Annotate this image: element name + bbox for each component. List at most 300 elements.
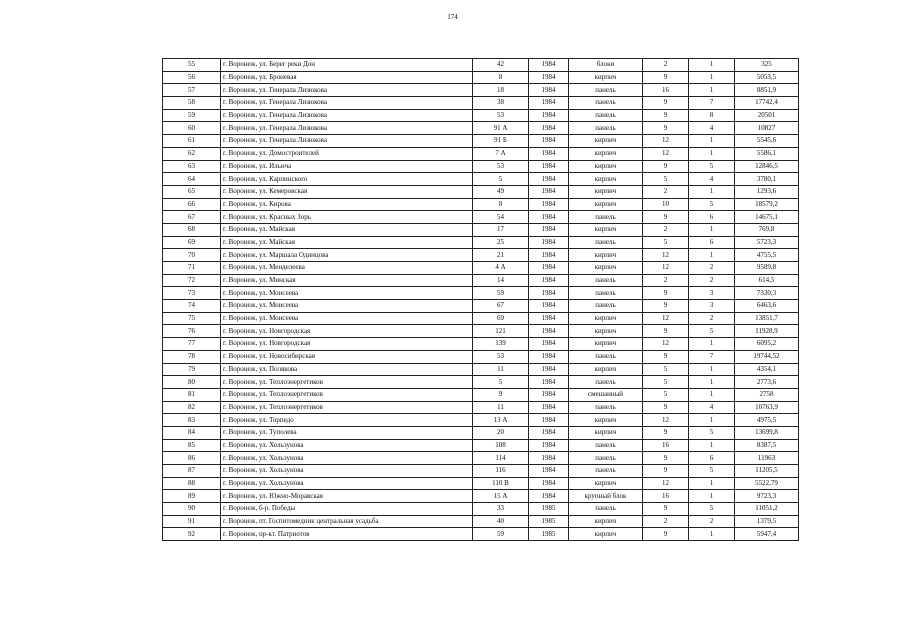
table-row (163, 198, 799, 211)
cell-wall-material: кирпич (569, 135, 643, 148)
cell-entrances: 1 (689, 338, 735, 351)
table-row (163, 236, 799, 249)
cell-floors: 12 (643, 135, 689, 148)
cell-year-built: 1984 (529, 439, 569, 452)
cell-area: 19744,52 (735, 350, 799, 363)
cell-floors: 12 (643, 312, 689, 325)
cell-address: г. Воронеж, ул. Генерала Лизюкова (221, 97, 473, 110)
cell-floors: 12 (643, 262, 689, 275)
cell-address: г. Воронеж, ул. Красных Зорь (221, 211, 473, 224)
cell-entrances: 6 (689, 452, 735, 465)
cell-address: г. Воронеж, ул. Моисеева (221, 312, 473, 325)
cell-floors: 16 (643, 490, 689, 503)
cell-entrances: 3 (689, 287, 735, 300)
table-row (163, 477, 799, 490)
cell-area: 18579,2 (735, 198, 799, 211)
cell-area: 20501 (735, 109, 799, 122)
cell-house-number: 5 (473, 376, 529, 389)
table-row (163, 59, 799, 72)
table-row (163, 515, 799, 528)
cell-floors: 9 (643, 97, 689, 110)
cell-entrances: 1 (689, 490, 735, 503)
cell-wall-material: панель (569, 376, 643, 389)
cell-floors: 9 (643, 350, 689, 363)
cell-floors: 16 (643, 439, 689, 452)
cell-year-built: 1984 (529, 401, 569, 414)
cell-year-built: 1984 (529, 414, 569, 427)
cell-house-number: 25 (473, 236, 529, 249)
table-row (163, 325, 799, 338)
page-number: 174 (447, 13, 458, 21)
cell-address: г. Воронеж, ул. Новгородская (221, 338, 473, 351)
cell-area: 11051,2 (735, 503, 799, 516)
table-row (163, 173, 799, 186)
cell-address: г. Воронеж, ул. Хользунова (221, 439, 473, 452)
cell-year-built: 1984 (529, 262, 569, 275)
cell-row-number: 84 (163, 426, 221, 439)
cell-wall-material: кирпич (569, 312, 643, 325)
cell-year-built: 1984 (529, 211, 569, 224)
cell-entrances: 1 (689, 477, 735, 490)
cell-area: 14675,1 (735, 211, 799, 224)
table-row (163, 388, 799, 401)
cell-wall-material: панель (569, 122, 643, 135)
cell-wall-material: панель (569, 452, 643, 465)
cell-floors: 9 (643, 109, 689, 122)
cell-floors: 5 (643, 388, 689, 401)
table-row (163, 147, 799, 160)
cell-year-built: 1984 (529, 173, 569, 186)
cell-entrances: 4 (689, 122, 735, 135)
cell-area: 7330,3 (735, 287, 799, 300)
cell-floors: 9 (643, 401, 689, 414)
cell-entrances: 3 (689, 300, 735, 313)
cell-row-number: 67 (163, 211, 221, 224)
cell-house-number: 5 (473, 173, 529, 186)
cell-house-number: 33 (473, 503, 529, 516)
cell-floors: 5 (643, 376, 689, 389)
cell-house-number: 53 (473, 109, 529, 122)
cell-row-number: 61 (163, 135, 221, 148)
cell-house-number: 53 (473, 160, 529, 173)
cell-row-number: 79 (163, 363, 221, 376)
cell-address: г. Воронеж, ул. Генерала Лизюкова (221, 84, 473, 97)
cell-area: 325 (735, 59, 799, 72)
cell-entrances: 5 (689, 465, 735, 478)
cell-floors: 9 (643, 300, 689, 313)
cell-area: 12846,5 (735, 160, 799, 173)
cell-house-number: 54 (473, 211, 529, 224)
table-row (163, 160, 799, 173)
cell-address: г. Воронеж, ул. Кемеровская (221, 185, 473, 198)
cell-house-number: 67 (473, 300, 529, 313)
cell-address: г. Воронеж, ул. Туполева (221, 426, 473, 439)
cell-address: г. Воронеж, ул. Карпинского (221, 173, 473, 186)
table-row (163, 135, 799, 148)
cell-year-built: 1984 (529, 122, 569, 135)
cell-year-built: 1984 (529, 376, 569, 389)
cell-wall-material: кирпич (569, 338, 643, 351)
cell-entrances: 2 (689, 312, 735, 325)
cell-wall-material: панель (569, 236, 643, 249)
cell-address: г. Воронеж, ул. Берег реки Дон (221, 59, 473, 72)
cell-entrances: 1 (689, 84, 735, 97)
cell-area: 10827 (735, 122, 799, 135)
cell-floors: 9 (643, 211, 689, 224)
cell-house-number: 21 (473, 249, 529, 262)
cell-address: г. Воронеж, ул. Генерала Лизюкова (221, 109, 473, 122)
cell-year-built: 1984 (529, 97, 569, 110)
cell-area: 4975,5 (735, 414, 799, 427)
table-row (163, 426, 799, 439)
cell-house-number: 116 (473, 465, 529, 478)
cell-entrances: 1 (689, 376, 735, 389)
cell-area: 5053,5 (735, 71, 799, 84)
cell-entrances: 1 (689, 414, 735, 427)
cell-year-built: 1984 (529, 274, 569, 287)
cell-floors: 9 (643, 528, 689, 541)
cell-row-number: 68 (163, 223, 221, 236)
cell-address: г. Воронеж, ул. Теплоэнергетиков (221, 401, 473, 414)
table-row (163, 376, 799, 389)
cell-year-built: 1984 (529, 71, 569, 84)
cell-wall-material: панель (569, 211, 643, 224)
cell-area: 769,8 (735, 223, 799, 236)
cell-entrances: 1 (689, 147, 735, 160)
table-row (163, 490, 799, 503)
cell-address: г. Воронеж, ул. Ильича (221, 160, 473, 173)
cell-house-number: 110 В (473, 477, 529, 490)
cell-area: 10763,9 (735, 401, 799, 414)
table-row (163, 338, 799, 351)
cell-year-built: 1984 (529, 363, 569, 376)
cell-area: 1293,6 (735, 185, 799, 198)
cell-entrances: 1 (689, 363, 735, 376)
cell-address: г. Воронеж, ул. Майская (221, 223, 473, 236)
cell-wall-material: панель (569, 401, 643, 414)
cell-house-number: 40 (473, 515, 529, 528)
cell-area: 11963 (735, 452, 799, 465)
cell-row-number: 90 (163, 503, 221, 516)
cell-house-number: 114 (473, 452, 529, 465)
cell-wall-material: кирпич (569, 414, 643, 427)
cell-entrances: 8 (689, 109, 735, 122)
cell-wall-material: кирпич (569, 477, 643, 490)
cell-floors: 10 (643, 198, 689, 211)
cell-house-number: 49 (473, 185, 529, 198)
cell-address: г. Воронеж, ул. Теплоэнергетиков (221, 388, 473, 401)
table-row (163, 84, 799, 97)
cell-wall-material: крупный блок (569, 490, 643, 503)
cell-house-number: 9 (473, 388, 529, 401)
cell-wall-material: кирпич (569, 426, 643, 439)
cell-year-built: 1985 (529, 503, 569, 516)
table-row (163, 465, 799, 478)
cell-row-number: 74 (163, 300, 221, 313)
cell-year-built: 1984 (529, 109, 569, 122)
cell-address: г. Воронеж, ул. Маршала Одинцова (221, 249, 473, 262)
cell-wall-material: панель (569, 350, 643, 363)
table-row (163, 249, 799, 262)
cell-floors: 12 (643, 249, 689, 262)
cell-row-number: 76 (163, 325, 221, 338)
cell-floors: 9 (643, 426, 689, 439)
cell-area: 9589,8 (735, 262, 799, 275)
cell-floors: 2 (643, 274, 689, 287)
cell-year-built: 1984 (529, 160, 569, 173)
cell-row-number: 92 (163, 528, 221, 541)
cell-floors: 9 (643, 465, 689, 478)
cell-row-number: 55 (163, 59, 221, 72)
cell-row-number: 89 (163, 490, 221, 503)
cell-wall-material: кирпич (569, 325, 643, 338)
buildings-table (162, 58, 799, 541)
cell-row-number: 77 (163, 338, 221, 351)
cell-row-number: 87 (163, 465, 221, 478)
cell-area: 5586,1 (735, 147, 799, 160)
cell-address: г. Воронеж, ул. Минская (221, 274, 473, 287)
cell-entrances: 5 (689, 503, 735, 516)
cell-year-built: 1984 (529, 223, 569, 236)
cell-row-number: 57 (163, 84, 221, 97)
cell-year-built: 1984 (529, 300, 569, 313)
cell-wall-material: кирпич (569, 173, 643, 186)
table-body (163, 59, 799, 541)
table-row (163, 439, 799, 452)
table-row (163, 350, 799, 363)
cell-area: 6095,2 (735, 338, 799, 351)
cell-address: г. Воронеж, ул. Менделеева (221, 262, 473, 275)
cell-floors: 12 (643, 338, 689, 351)
cell-entrances: 2 (689, 274, 735, 287)
cell-address: г. Воронеж, ул. Генерала Лизюкова (221, 135, 473, 148)
cell-floors: 5 (643, 363, 689, 376)
cell-entrances: 1 (689, 223, 735, 236)
cell-area: 9723,3 (735, 490, 799, 503)
cell-address: г. Воронеж, ул. Домостроителей (221, 147, 473, 160)
cell-row-number: 71 (163, 262, 221, 275)
cell-row-number: 80 (163, 376, 221, 389)
table-row (163, 452, 799, 465)
table-row (163, 71, 799, 84)
table-row (163, 300, 799, 313)
cell-row-number: 91 (163, 515, 221, 528)
cell-year-built: 1984 (529, 350, 569, 363)
cell-entrances: 1 (689, 249, 735, 262)
table-row (163, 97, 799, 110)
table-row (163, 185, 799, 198)
cell-year-built: 1984 (529, 490, 569, 503)
cell-wall-material: панель (569, 84, 643, 97)
cell-row-number: 83 (163, 414, 221, 427)
cell-entrances: 1 (689, 59, 735, 72)
cell-entrances: 5 (689, 198, 735, 211)
cell-entrances: 6 (689, 236, 735, 249)
cell-row-number: 69 (163, 236, 221, 249)
cell-area: 4755,5 (735, 249, 799, 262)
cell-entrances: 4 (689, 401, 735, 414)
cell-wall-material: кирпич (569, 185, 643, 198)
cell-address: г. Воронеж, ул. Новосибирская (221, 350, 473, 363)
cell-entrances: 1 (689, 388, 735, 401)
cell-entrances: 1 (689, 528, 735, 541)
table-row (163, 287, 799, 300)
cell-house-number: 20 (473, 426, 529, 439)
cell-area: 6463,6 (735, 300, 799, 313)
cell-house-number: 108 (473, 439, 529, 452)
cell-address: г. Воронеж, ул. Кирова (221, 198, 473, 211)
cell-address: г. Воронеж, пр-кт. Патриотов (221, 528, 473, 541)
cell-area: 11928,9 (735, 325, 799, 338)
cell-address: г. Воронеж, ул. Теплоэнергетиков (221, 376, 473, 389)
cell-row-number: 72 (163, 274, 221, 287)
cell-entrances: 2 (689, 515, 735, 528)
cell-floors: 12 (643, 414, 689, 427)
cell-year-built: 1984 (529, 59, 569, 72)
cell-address: г. Воронеж, ул. Генерала Лизюкова (221, 122, 473, 135)
cell-year-built: 1984 (529, 249, 569, 262)
cell-wall-material: панель (569, 274, 643, 287)
cell-area: 11205,5 (735, 465, 799, 478)
cell-wall-material: кирпич (569, 363, 643, 376)
cell-entrances: 1 (689, 71, 735, 84)
cell-wall-material: кирпич (569, 223, 643, 236)
cell-floors: 9 (643, 503, 689, 516)
cell-area: 2758 (735, 388, 799, 401)
cell-year-built: 1984 (529, 325, 569, 338)
cell-year-built: 1984 (529, 338, 569, 351)
cell-floors: 5 (643, 236, 689, 249)
table-row (163, 211, 799, 224)
cell-floors: 9 (643, 71, 689, 84)
table-row (163, 262, 799, 275)
cell-floors: 2 (643, 223, 689, 236)
table-row (163, 363, 799, 376)
cell-year-built: 1985 (529, 528, 569, 541)
cell-address: г. Воронеж, ул. Хользунова (221, 477, 473, 490)
table-row (163, 503, 799, 516)
table-row (163, 312, 799, 325)
cell-wall-material: кирпич (569, 515, 643, 528)
cell-address: г. Воронеж, б-р. Победы (221, 503, 473, 516)
cell-year-built: 1984 (529, 388, 569, 401)
cell-floors: 9 (643, 287, 689, 300)
cell-wall-material: кирпич (569, 160, 643, 173)
cell-row-number: 86 (163, 452, 221, 465)
cell-address: г. Воронеж, ул. Полякова (221, 363, 473, 376)
cell-floors: 2 (643, 515, 689, 528)
cell-floors: 9 (643, 325, 689, 338)
cell-house-number: 53 (473, 350, 529, 363)
cell-area: 2773,6 (735, 376, 799, 389)
cell-row-number: 59 (163, 109, 221, 122)
cell-house-number: 7 А (473, 147, 529, 160)
cell-house-number: 91 А (473, 122, 529, 135)
cell-area: 8387,5 (735, 439, 799, 452)
cell-wall-material: кирпич (569, 262, 643, 275)
cell-house-number: 91 Б (473, 135, 529, 148)
cell-wall-material: кирпич (569, 198, 643, 211)
table-row (163, 528, 799, 541)
cell-entrances: 7 (689, 97, 735, 110)
cell-entrances: 6 (689, 211, 735, 224)
cell-house-number: 139 (473, 338, 529, 351)
cell-year-built: 1984 (529, 147, 569, 160)
cell-row-number: 64 (163, 173, 221, 186)
cell-house-number: 38 (473, 97, 529, 110)
cell-year-built: 1984 (529, 236, 569, 249)
cell-floors: 5 (643, 173, 689, 186)
cell-house-number: 42 (473, 59, 529, 72)
cell-area: 4354,1 (735, 363, 799, 376)
cell-year-built: 1984 (529, 477, 569, 490)
cell-area: 1379,5 (735, 515, 799, 528)
cell-row-number: 75 (163, 312, 221, 325)
cell-row-number: 65 (163, 185, 221, 198)
cell-row-number: 56 (163, 71, 221, 84)
cell-wall-material: панель (569, 300, 643, 313)
cell-row-number: 62 (163, 147, 221, 160)
cell-area: 3780,1 (735, 173, 799, 186)
cell-wall-material: блоки (569, 59, 643, 72)
cell-row-number: 85 (163, 439, 221, 452)
cell-address: г. Воронеж, ул. Хользунова (221, 452, 473, 465)
cell-address: г. Воронеж, ул. Новгородская (221, 325, 473, 338)
cell-house-number: 121 (473, 325, 529, 338)
cell-entrances: 5 (689, 325, 735, 338)
cell-house-number: 59 (473, 528, 529, 541)
cell-year-built: 1984 (529, 198, 569, 211)
cell-year-built: 1984 (529, 287, 569, 300)
cell-entrances: 2 (689, 262, 735, 275)
cell-row-number: 63 (163, 160, 221, 173)
cell-row-number: 88 (163, 477, 221, 490)
cell-house-number: 8 (473, 71, 529, 84)
table-row (163, 122, 799, 135)
cell-year-built: 1985 (529, 515, 569, 528)
cell-address: г. Воронеж, ул. Торпедо (221, 414, 473, 427)
cell-year-built: 1984 (529, 465, 569, 478)
cell-area: 5522,79 (735, 477, 799, 490)
cell-entrances: 1 (689, 439, 735, 452)
cell-address: г. Воронеж, ул. Моисеева (221, 300, 473, 313)
cell-year-built: 1984 (529, 426, 569, 439)
cell-year-built: 1984 (529, 312, 569, 325)
table-row (163, 401, 799, 414)
cell-row-number: 81 (163, 388, 221, 401)
cell-entrances: 1 (689, 185, 735, 198)
cell-entrances: 5 (689, 426, 735, 439)
cell-house-number: 17 (473, 223, 529, 236)
cell-wall-material: кирпич (569, 147, 643, 160)
cell-wall-material: панель (569, 109, 643, 122)
cell-wall-material: панель (569, 439, 643, 452)
cell-floors: 12 (643, 147, 689, 160)
cell-wall-material: панель (569, 465, 643, 478)
cell-area: 5947,4 (735, 528, 799, 541)
cell-area: 13851,7 (735, 312, 799, 325)
cell-wall-material: кирпич (569, 71, 643, 84)
cell-floors: 2 (643, 185, 689, 198)
table-row (163, 274, 799, 287)
table-row (163, 414, 799, 427)
cell-year-built: 1984 (529, 185, 569, 198)
cell-area: 614,5 (735, 274, 799, 287)
cell-row-number: 82 (163, 401, 221, 414)
cell-wall-material: смешанный (569, 388, 643, 401)
cell-address: г. Воронеж, ул. Майская (221, 236, 473, 249)
cell-wall-material: панель (569, 503, 643, 516)
